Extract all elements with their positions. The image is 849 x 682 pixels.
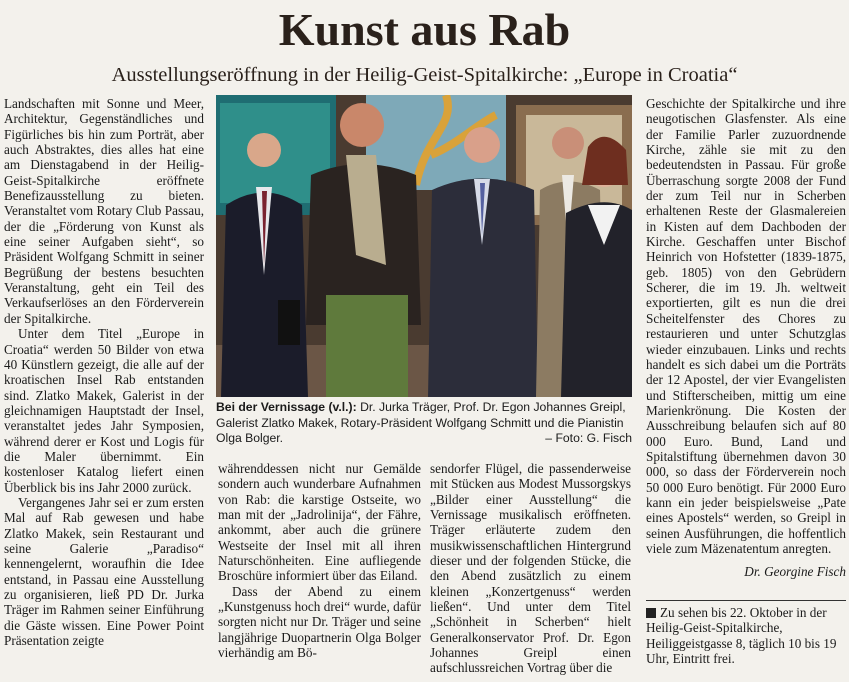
paragraph: Landschaften mit Sonne und Meer, Architektur, Gegenständliches und Figürliches bis hin zum Porträt, aber auch Abstraktes, dies alles hat eine am Dienstagabend in der Heilig-Geist-Spitalkirche eröffnete Benefizausstellung zu bieten. Veranstaltet vom Rotary Club Passau, der die „Förderung von Kunst als eine seiner Aufgaben sieht“, so Präsident Wolfgang Schmitt in seiner Begrüßung der bestens besuchten Veranstaltung, geht ein Teil des Verkaufserlöses an den Förderverein der Spitalkirche. — [4, 96, 204, 326]
article-column-2 — [218, 461, 421, 660]
article-column-1 — [4, 96, 204, 648]
subheadline: Ausstellungseröffnung in der Heilig-Geist-Spitalkirche: „Europe in Croatia“ — [111, 64, 738, 86]
headline: Kunst aus Rab — [278, 4, 571, 55]
paragraph: Geschichte der Spitalkirche und ihre neugotischen Glasfenster. Als eine der Familie Parler zuzuordnende Kirche, zähle sie mit zu den bedeutendsten in Passau. Für große Überraschung sorgte 2008 der Fund der zum Teil nur in Scherben erhaltenen Reste der Glasmalereien in Kisten auf dem Dachboden der Kirche. Geschaffen unter Bischof Heinrich von Hofstetter (1839-1875, geb. 1805) von den Gebrüdern Scherer, die im 19. Jh. weltweit exportierten, gilt es nun die drei Scheitelfenster des Chores zu restaurieren und unter Schutzglas wieder einzubauen. Links und rechts handelt es sich dabei um die Porträts der 12 Apostel, der vier Evangelisten und Stifterscheiben, mittig um eine Marienkrönung. Die Kosten der Ausschreibung belaufen sich auf 80 000 Euro. Bund, Land und Spitalstiftung übernehmen davon 30 000, so dass der Förderverein noch 50 000 Euro benötigt. Für 2000 Euro kann ein jeder beispielsweise „Pate eines Apostels“ werden, so Greipl in seinen Ausführungen, die hoffentlich viele zum Mäzenatentum anregten. — [646, 96, 846, 556]
paragraph: Vergangenes Jahr sei er zum ersten Mal auf Rab gewesen und habe Zlatko Makek, sein Restaurant und seine Galerie „Paradiso“ kennengelernt, woraufhin die Idee entstand, in Passau eine Ausstellung zu organisieren, ließ PD Dr. Jurka Träger im Rahmen seiner Einführung die Gäste wissen. Eine Power Point Präsentation zeigte — [4, 494, 204, 649]
article-column-4 — [646, 96, 846, 580]
author-byline: Dr. Georgine Fisch — [744, 564, 846, 580]
paragraph: sendorfer Flügel, die passenderweise mit Stücken aus Modest Mussorgskys „Bilder einer Ausstellung“ die Vernissage musikalisch eröffneten. Träger erläuterte zudem den musikwissenschaftlichen Hintergrund dieser und der folgenden Stücke, die den Abend zusätzlich zu einem kleinen „Konzertgenuss“ werden ließen“. Und unter dem Titel „Schönheit in Scherben“ hielt Generalkonservator Prof. Dr. Egon Johannes Greipl einen aufschlussreichen Vortrag über die — [430, 461, 631, 676]
caption-text: Dr. Jurka Träger, Prof. Dr. Egon Johannes Greipl, Galerist Zlatko Makek, Rotary-Präsident Wolfgang Schmitt und die Pianistin Olga Bolger. — [216, 400, 626, 445]
article-column-3 — [430, 461, 631, 676]
info-box — [646, 600, 846, 666]
photo-credit: – Foto: G. Fisch — [545, 431, 632, 445]
info-marker-icon — [646, 608, 656, 618]
photo-caption — [216, 400, 632, 447]
info-text: Zu sehen bis 22. Oktober in der Heilig-Geist-Spitalkirche, Heiliggeistgasse 8, täglich 10 bis 19 Uhr, Eintritt frei. — [646, 605, 837, 667]
caption-lead: Bei der Vernissage (v.l.): — [216, 400, 357, 414]
event-photo — [216, 95, 632, 397]
paragraph: Dass der Abend zu einem „Kunstgenuss hoch drei“ wurde, dafür sorgten nicht nur Dr. Träger und seine langjährige Duopartnerin Olga Bolger vierhändig am Bö- — [218, 583, 421, 661]
paragraph: Unter dem Titel „Europe in Croatia“ werden 50 Bilder von etwa 40 Künstlern gezeigt, die alle auf der kroatischen Insel Rab entstanden sind. Zlatko Makek, Galerist in der gleichnamigen Hauptstadt der Insel, veranstaltet jedes Jahr Symposien, während derer er Kost und Logis für die Maler übernimmt. Ein kostenloser Katalog liefert einen Überblick bis ins Jahr 2000 zurück. — [4, 326, 204, 495]
paragraph: währenddessen nicht nur Gemälde sondern auch wunderbare Aufnahmen von Rab: die karstige Ostseite, wo man mit der „Jadrolinija“, der Fähre, ankommt, aber auch die grünere Westseite der Insel mit all ihren Naturschönheiten. Eine aufliegende Broschüre informiert über das Eiland. — [218, 461, 421, 584]
